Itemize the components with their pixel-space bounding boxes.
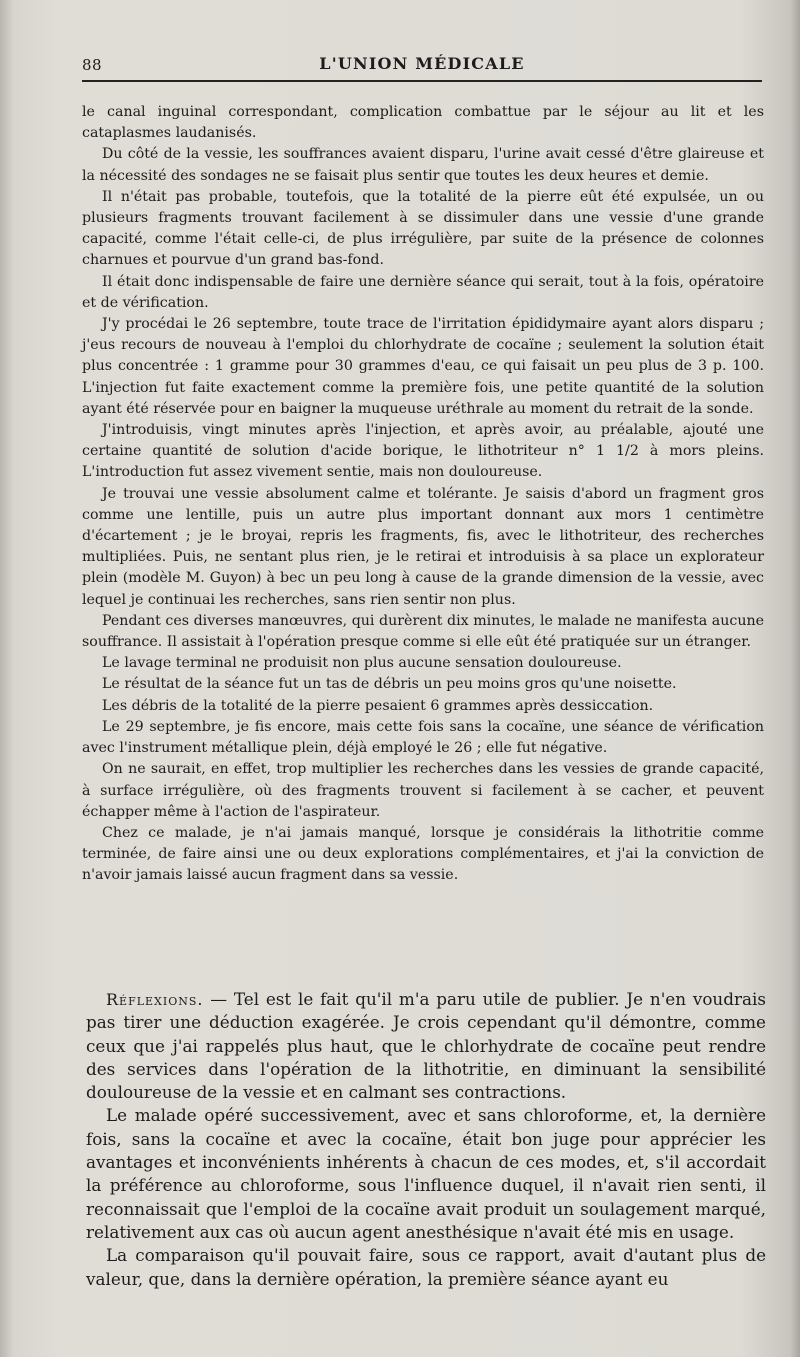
reflexions-label: Réflexions. — [106, 990, 204, 1009]
paragraph: Pendant ces diverses manœuvres, qui durèrent dix minutes, le malade ne manifesta aucune souffrance. Il assistait à l'opération presque comme si elle eût été pratiquée sur un étranger. — [82, 612, 764, 651]
paragraph: La comparaison qu'il pouvait faire, sous ce rapport, avait d'autant plus de valeur, que, dans la dernière opération, la première séance ayant eu — [86, 1245, 766, 1289]
reflexions-text: — Tel est le fait qu'il m'a paru utile de publier. Je n'en voudrais pas tirer une déduction exagérée. Je crois cependant qu'il démontre, comme ceux que j'ai rappelés plus haut, que le chlorhydrate de cocaïne peut rendre des services dans l'opération de la lithotritie, en diminuant la sensibilité douloureuse de la vessie et en calmant ses contractions. — [86, 989, 766, 1103]
paragraph: le canal inguinal correspondant, complication combattue par le séjour au lit et les cataplasmes laudanisés. — [82, 104, 764, 142]
paragraph: Il était donc indispensable de faire une dernière séance qui serait, tout à la fois, opératoire et de vérification. — [82, 273, 764, 311]
paragraph: Le lavage terminal ne produisit non plus aucune sensation douloureuse. — [102, 655, 622, 672]
page-header — [82, 50, 762, 76]
page-number: 88 — [82, 56, 103, 74]
paragraph: Le malade opéré successivement, avec et sans chloroforme, et, la dernière fois, sans la cocaïne et avec la cocaïne, était bon juge pour apprécier les avantages et inconvénients inhérents à chacun de ces modes, et, s'il accordait la préférence au chloroforme, sous l'influence duquel, il n'avait rien senti, il reconnaissait que l'emploi de la cocaïne avait produit un soulagement marqué, relativement aux cas où aucun agent anesthésique n'avait été mis en usage. — [86, 1105, 766, 1242]
paragraph: On ne saurait, en effet, trop multiplier les recherches dans les vessies de grande capacité, à surface irrégulière, où des fragments trouvent si facilement à se cacher, et peuvent échapper même à l'action de l'aspirateur. — [82, 761, 764, 820]
header-rule — [82, 80, 762, 82]
paragraph: J'y procédai le 26 septembre, toute trace de l'irritation épididymaire ayant alors disparu ; j'eus recours de nouveau à l'emploi du chlorhydrate de cocaïne ; seulement la solution était plus concentrée : 1 gramme pour 30 grammes d'eau, ce qui faisait un peu plus de 3 p. 100. L'injection fut faite exactement comme la première fois, une petite quantité de la solution ayant été réservée pour en baigner la muqueuse uréthrale au moment du retrait de la sonde. — [82, 316, 764, 417]
paragraph: Le 29 septembre, je fis encore, mais cette fois sans la cocaïne, une séance de vérification avec l'instrument métallique plein, déjà employé le 26 ; elle fut négative. — [82, 718, 764, 757]
paragraph: Du côté de la vessie, les souffrances avaient disparu, l'urine avait cessé d'être glaireuse et la nécessité des sondages ne se faisait plus sentir que toutes les deux heures et demie. — [82, 146, 764, 184]
paragraph: J'introduisis, vingt minutes après l'injection, et après avoir, au préalable, ajouté une certaine quantité de solution d'acide borique, le lithotriteur n° 1 1/2 à mors pleins. L'introduction fut assez vivement sentie, mais non douloureuse. — [82, 422, 764, 481]
paragraph: Je trouvai une vessie absolument calme et tolérante. Je saisis d'abord un fragment gros comme une lentille, puis un autre plus important donnant aux mors 1 centimètre d'écartement ; je le broyai, repris les fragments, fis, avec le lithotriteur, des recherches multipliées. Puis, ne sentant plus rien, je le retirai et introduisis à sa place un explorateur plein (modèle M. Guyon) à bec un peu long à cause de la grande dimension de la vessie, avec lequel je continuai les recherches, sans rien sentir non plus. — [82, 485, 764, 608]
reflexions-paragraph — [86, 988, 766, 1104]
paragraph: Le résultat de la séance fut un tas de débris un peu moins gros qu'une noisette. — [102, 676, 677, 693]
paragraph: Les débris de la totalité de la pierre pesaient 6 grammes après dessiccation. — [102, 697, 654, 714]
paragraph: Chez ce malade, je n'ai jamais manqué, lorsque je considérais la lithotritie comme terminée, de faire ainsi une ou deux explorations complémentaires, et j'ai la conviction de n'avoir jamais laissé aucun fragment dans sa vessie. — [82, 824, 764, 884]
reflexions-section — [86, 988, 766, 1291]
running-head: L'UNION MÉDICALE — [319, 54, 525, 73]
paragraph: Il n'était pas probable, toutefois, que la totalité de la pierre eût été expulsée, un ou plusieurs fragments trouvant facilement à se dissimuler dans une vessie d'une grande capacité, comme l'était celle-ci, de plus irrégulière, par suite de la présence de colonnes charnues et pourvue d'un grand bas-fond. — [82, 188, 764, 269]
case-report-body — [82, 102, 764, 887]
